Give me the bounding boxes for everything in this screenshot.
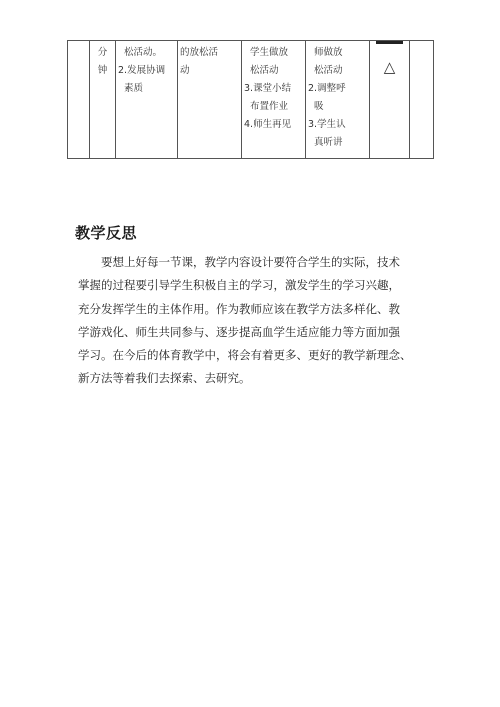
- cell-text: 3.课堂小结: [244, 83, 292, 94]
- organization-cell: [306, 41, 370, 159]
- paragraph-line: 新方法等着我们去探索、去研究。: [78, 371, 251, 386]
- cell-text: 动: [180, 65, 190, 76]
- reflection-paragraph: [78, 251, 442, 391]
- formation-line-mark: [376, 41, 403, 44]
- cell-text: 2.发展协调: [118, 65, 166, 76]
- content-cell: [116, 41, 178, 159]
- cell-text: 2.调整呼: [308, 83, 346, 94]
- paragraph-line: 学习。在今后的体育教学中，将会有着更多、更好的教学新理念、: [78, 348, 412, 363]
- cell-text: 松活动: [314, 65, 343, 76]
- teacher-activity-cell: [178, 41, 242, 159]
- cell-text: 师做放: [314, 47, 343, 58]
- cell-text: 4.师生再见: [244, 119, 292, 130]
- formation-cell: [370, 41, 410, 159]
- lesson-plan-table: [67, 40, 434, 159]
- cell-text: 真听讲: [314, 137, 343, 148]
- time-cell: [90, 41, 116, 159]
- table-row: [68, 41, 434, 159]
- cell-text: 分: [97, 47, 108, 58]
- cell-text: 吸: [314, 101, 324, 112]
- paragraph-line: 充分发挥学生的主体作用。作为教师应该在教学方法多样化、教: [78, 301, 400, 316]
- triangle-icon: △: [383, 58, 396, 76]
- empty-cell: [68, 41, 90, 159]
- paragraph-line: 掌握的过程要引导学生积极自主的学习，激发学生的学习兴趣，: [78, 278, 400, 293]
- cell-text: 素质: [124, 83, 144, 94]
- cell-text: 钟: [97, 65, 108, 76]
- cell-text: 松活动: [250, 65, 279, 76]
- cell-text: 3.学生认: [308, 119, 346, 130]
- cell-text: 的放松活: [180, 47, 219, 58]
- cell-text: 学生做放: [250, 47, 289, 58]
- paragraph-line: 要想上好每一节课，教学内容设计要符合学生的实际，技术: [101, 255, 400, 269]
- paragraph-line: 学游戏化、师生共同参与、逐步提高血学生适应能力等方面加强: [78, 324, 400, 339]
- cell-text: 松活动。: [124, 47, 163, 58]
- student-activity-cell: [242, 41, 306, 159]
- cell-text: 布置作业: [250, 101, 289, 112]
- empty-cell: [410, 41, 434, 159]
- reflection-heading: 教学反思: [75, 224, 138, 242]
